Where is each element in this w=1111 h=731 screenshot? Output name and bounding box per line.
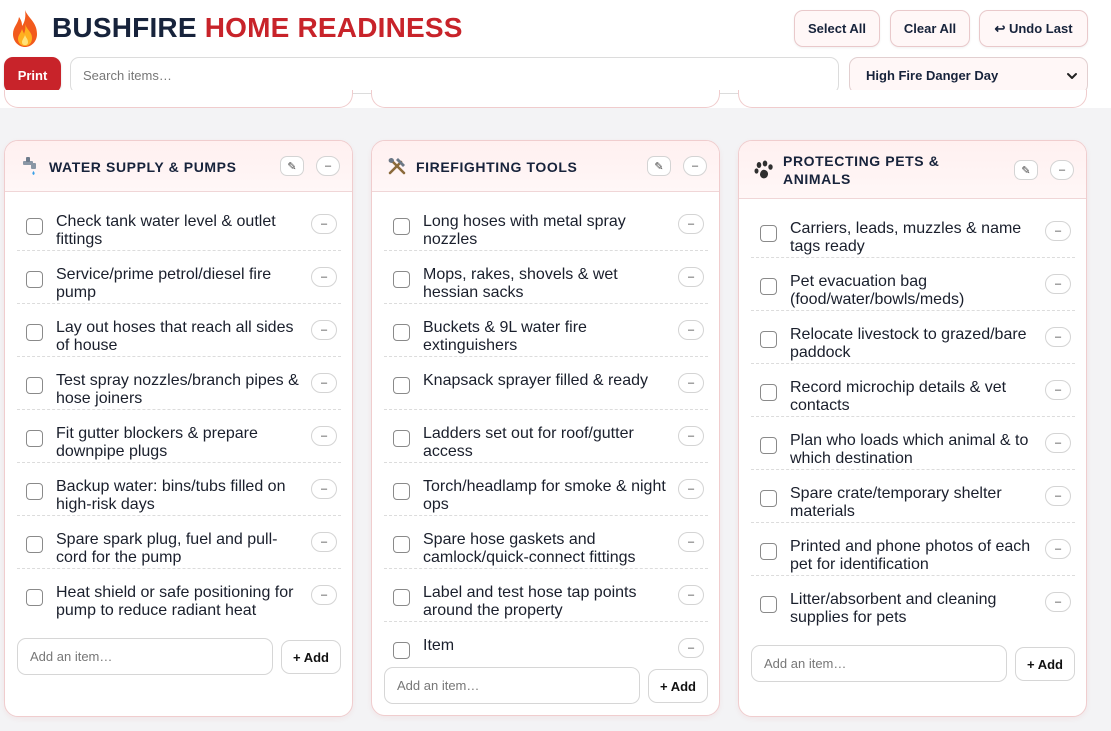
list-item [17, 251, 341, 304]
edit-icon[interactable]: ✎ [280, 156, 304, 176]
list-item [17, 198, 341, 251]
remove-item-button[interactable]: – [311, 267, 337, 287]
item-checkbox[interactable] [393, 324, 410, 341]
list-item [17, 463, 341, 516]
card-header [739, 141, 1086, 199]
card-above-edge [371, 90, 720, 108]
item-checkbox[interactable] [26, 483, 43, 500]
remove-item-button[interactable]: – [311, 373, 337, 393]
item-text: Label and test hose tap points around the property [423, 584, 637, 619]
item-text: Litter/absorbent and cleaning supplies for pets [790, 591, 997, 626]
item-checkbox[interactable] [760, 225, 777, 242]
undo-last-button[interactable]: ↩ Undo Last [979, 10, 1088, 47]
app-title [52, 8, 463, 48]
list-item [17, 410, 341, 463]
item-checkbox[interactable] [393, 218, 410, 235]
item-text: Fit gutter blockers & prepare downpipe plugs [56, 425, 258, 460]
list-item [751, 523, 1075, 576]
paw-icon [753, 159, 775, 181]
list-item [384, 516, 708, 569]
remove-item-button[interactable]: – [678, 320, 704, 340]
collapse-button[interactable]: – [683, 156, 707, 176]
item-checkbox[interactable] [26, 536, 43, 553]
remove-item-button[interactable]: – [1045, 539, 1071, 559]
list-item [751, 417, 1075, 470]
list-item [384, 357, 708, 410]
title-part2: HOME READINESS [204, 12, 463, 43]
list-item [751, 470, 1075, 523]
item-text: Backup water: bins/tubs filled on high-risk days [56, 478, 286, 513]
item-text: Test spray nozzles/branch pipes & hose joiners [56, 372, 299, 407]
item-checkbox[interactable] [26, 589, 43, 606]
item-checkbox[interactable] [760, 596, 777, 613]
item-text: Ladders set out for roof/gutter access [423, 425, 634, 460]
item-checkbox[interactable] [26, 218, 43, 235]
item-checkbox[interactable] [393, 271, 410, 288]
list-item [751, 258, 1075, 311]
item-text: Relocate livestock to grazed/bare paddock [790, 326, 1027, 361]
item-checkbox[interactable] [393, 430, 410, 447]
remove-item-button[interactable]: – [311, 214, 337, 234]
list-item [17, 304, 341, 357]
remove-item-button[interactable]: – [311, 479, 337, 499]
item-list [751, 205, 1075, 629]
item-text: Spare crate/temporary shelter materials [790, 485, 1002, 520]
item-checkbox[interactable] [393, 483, 410, 500]
edit-icon[interactable]: ✎ [1014, 160, 1038, 180]
brand [8, 8, 463, 48]
remove-item-button[interactable]: – [1045, 327, 1071, 347]
card-firefighting-tools [371, 140, 720, 716]
item-text: Knapsack sprayer filled & ready [423, 372, 648, 389]
add-item-input[interactable] [751, 645, 1007, 682]
card-above-edge [738, 90, 1087, 108]
card-above-edge [4, 90, 353, 108]
list-item [384, 251, 708, 304]
danger-level-value: High Fire Danger Day [866, 68, 999, 83]
remove-item-button[interactable]: – [1045, 433, 1071, 453]
remove-item-button[interactable]: – [678, 214, 704, 234]
card-title: FIREFIGHTING TOOLS [416, 159, 578, 175]
remove-item-button[interactable]: – [1045, 592, 1071, 612]
select-all-button[interactable]: Select All [794, 10, 880, 47]
remove-item-button[interactable]: – [678, 532, 704, 552]
add-item-input[interactable] [384, 667, 640, 704]
item-text: Item [423, 637, 455, 654]
card-title: WATER SUPPLY & PUMPS [49, 159, 237, 175]
item-checkbox[interactable] [26, 271, 43, 288]
remove-item-button[interactable]: – [311, 320, 337, 340]
item-text: Mops, rakes, shovels & wet hessian sacks [423, 266, 618, 301]
add-item-input[interactable] [17, 638, 273, 675]
remove-item-button[interactable]: – [311, 585, 337, 605]
search-input[interactable] [70, 57, 839, 94]
item-text: Pet evacuation bag (food/water/bowls/meds) [790, 273, 965, 308]
item-text: Lay out hoses that reach all sides of house [56, 319, 294, 354]
item-text: Spare spark plug, fuel and pull-cord for the pump [56, 531, 278, 566]
item-text: Buckets & 9L water fire extinguishers [423, 319, 587, 354]
remove-item-button[interactable]: – [678, 426, 704, 446]
list-item [17, 569, 341, 622]
item-text: Service/prime petrol/diesel fire pump [56, 266, 272, 301]
list-item [751, 364, 1075, 417]
item-text: Plan who loads which animal & to which destination [790, 432, 1029, 467]
item-checkbox[interactable] [760, 384, 777, 401]
remove-item-button[interactable]: – [1045, 274, 1071, 294]
card-title: PROTECTING PETS & ANIMALS [783, 153, 940, 187]
list-item [751, 311, 1075, 364]
item-checkbox[interactable] [26, 430, 43, 447]
item-checkbox[interactable] [26, 324, 43, 341]
list-item [384, 463, 708, 516]
tap-icon [19, 155, 41, 177]
item-list [17, 198, 341, 622]
list-item [17, 357, 341, 410]
item-checkbox[interactable] [393, 377, 410, 394]
item-text: Carriers, leads, muzzles & name tags ready [790, 220, 1022, 255]
add-item-button[interactable]: + Add [1015, 647, 1075, 681]
danger-level-select[interactable] [849, 57, 1088, 94]
card-header [372, 141, 719, 192]
edit-icon[interactable]: ✎ [647, 156, 671, 176]
clear-all-button[interactable]: Clear All [890, 10, 970, 47]
tools-icon [386, 155, 408, 177]
item-checkbox[interactable] [760, 331, 777, 348]
remove-item-button[interactable]: – [678, 373, 704, 393]
item-text: Printed and phone photos of each pet for identification [790, 538, 1031, 573]
remove-item-button[interactable]: – [1045, 221, 1071, 241]
add-item-button[interactable]: + Add [648, 669, 708, 703]
list-item [384, 198, 708, 251]
remove-item-button[interactable]: – [311, 426, 337, 446]
item-text: Record microchip details & vet contacts [790, 379, 1007, 414]
collapse-button[interactable]: – [316, 156, 340, 176]
card-water-supply [4, 140, 353, 717]
chevron-down-icon [1065, 69, 1079, 83]
list-item [384, 569, 708, 622]
remove-item-button[interactable]: – [678, 479, 704, 499]
item-text: Check tank water level & outlet fittings [56, 213, 276, 248]
list-item [17, 516, 341, 569]
collapse-button[interactable]: – [1050, 160, 1074, 180]
list-item [751, 205, 1075, 258]
list-item [751, 576, 1075, 629]
card-protecting-pets [738, 140, 1087, 717]
item-text: Heat shield or safe positioning for pump to reduce radiant heat [56, 584, 294, 619]
item-text: Long hoses with metal spray nozzles [423, 213, 626, 248]
title-part1: BUSHFIRE [52, 12, 197, 43]
item-checkbox[interactable] [393, 642, 410, 659]
item-checkbox[interactable] [393, 589, 410, 606]
fire-icon [8, 8, 42, 48]
remove-item-button[interactable]: – [678, 267, 704, 287]
item-checkbox[interactable] [760, 437, 777, 454]
remove-item-button[interactable]: – [1045, 486, 1071, 506]
list-item [384, 410, 708, 463]
item-checkbox[interactable] [393, 536, 410, 553]
item-text: Spare hose gaskets and camlock/quick-connect fittings [423, 531, 636, 566]
remove-item-button[interactable]: – [1045, 380, 1071, 400]
item-checkbox[interactable] [760, 543, 777, 560]
list-item [384, 622, 708, 662]
add-item-button[interactable]: + Add [281, 640, 341, 674]
item-list [384, 198, 708, 662]
remove-item-button[interactable]: – [311, 532, 337, 552]
item-checkbox[interactable] [26, 377, 43, 394]
card-header [5, 141, 352, 192]
item-checkbox[interactable] [760, 490, 777, 507]
item-text: Torch/headlamp for smoke & night ops [423, 478, 666, 513]
remove-item-button[interactable]: – [678, 638, 704, 658]
print-button[interactable]: Print [4, 57, 61, 93]
remove-item-button[interactable]: – [678, 585, 704, 605]
item-checkbox[interactable] [760, 278, 777, 295]
list-item [384, 304, 708, 357]
